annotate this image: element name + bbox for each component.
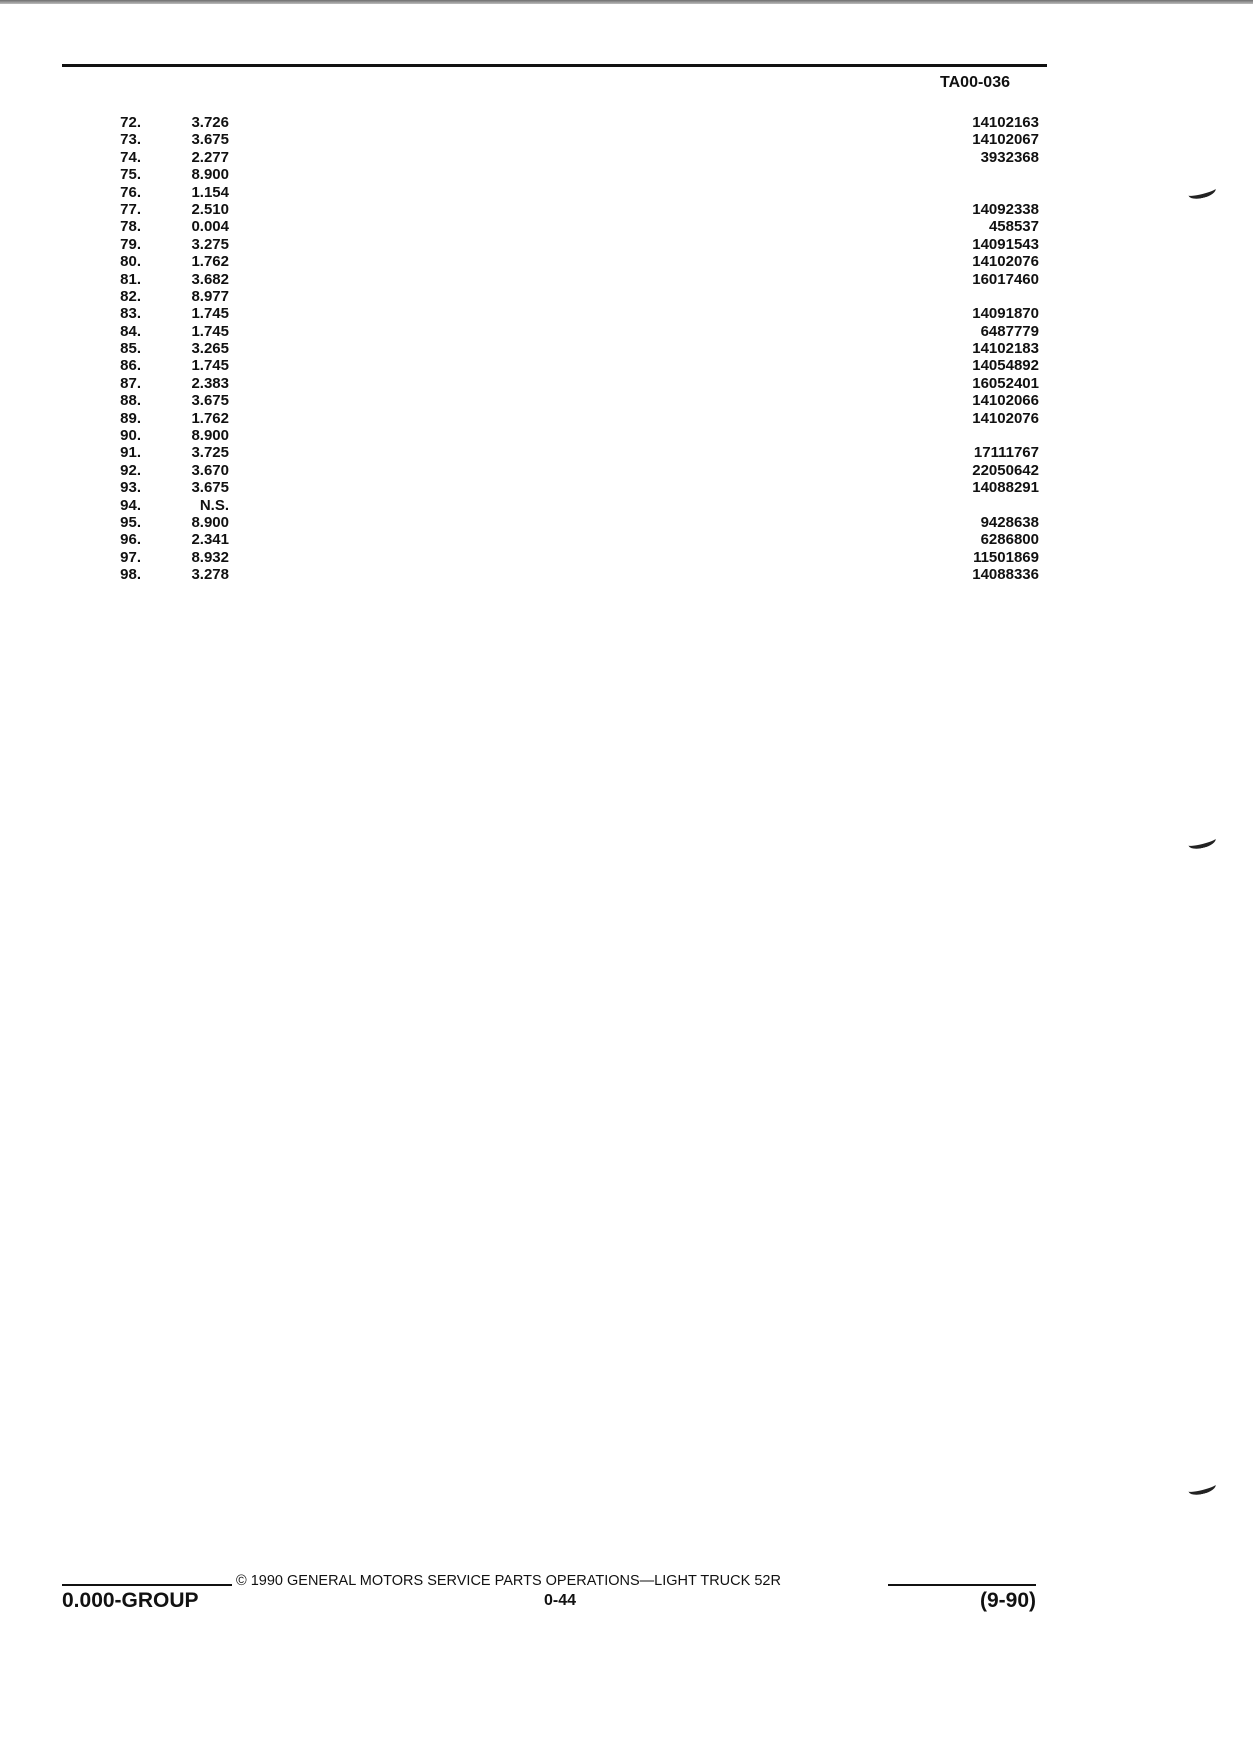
parts-row [62,375,1047,392]
parts-row [62,410,1047,427]
part-number: 14102183 [972,340,1039,358]
part-number: 16052401 [972,374,1039,392]
ref-number: 96. [120,531,141,549]
group-label: 0.000-GROUP [62,1589,199,1612]
ref-number: 74. [120,148,141,166]
part-number: 14102076 [972,409,1039,427]
part-number: 14102067 [972,131,1039,149]
ref-number: 81. [120,270,141,288]
parts-row [62,184,1047,201]
ref-number: 77. [120,200,141,218]
group-number: 8.900 [191,513,229,531]
parts-row [62,531,1047,548]
copyright-notice: © 1990 GENERAL MOTORS SERVICE PARTS OPERATIONS—LIGHT TRUCK 52R [236,1573,781,1589]
group-number: 2.383 [191,374,229,392]
parts-row [62,392,1047,409]
parts-row [62,479,1047,496]
part-number: 14088336 [972,566,1039,584]
parts-row [62,288,1047,305]
parts-row [62,166,1047,183]
parts-row [62,323,1047,340]
group-number: 8.977 [191,287,229,305]
part-number: 458537 [988,218,1039,236]
group-number: 3.670 [191,461,229,479]
group-number: 3.675 [191,392,229,410]
ref-number: 98. [120,566,141,584]
ref-number: 72. [120,114,141,131]
date-code: (9-90) [979,1589,1036,1612]
ref-number: 85. [120,340,141,358]
group-number: 3.725 [191,444,229,462]
ref-number: 97. [120,548,141,566]
footer-rule-left [62,1584,232,1586]
binder-hole-mark-icon [1187,833,1217,851]
ref-number: 80. [120,253,141,271]
parts-row [62,131,1047,148]
parts-row [62,253,1047,270]
ref-number: 84. [120,322,141,340]
section-code: TA00-036 [940,74,1010,91]
parts-row [62,236,1047,253]
part-number: 6286800 [980,531,1039,549]
part-number: 9428638 [980,513,1039,531]
group-number: 3.278 [191,566,229,584]
part-number: 14102066 [972,392,1039,410]
part-number: 14088291 [972,479,1039,497]
group-number: 2.341 [191,531,229,549]
group-number: 1.762 [191,253,229,271]
group-number: N.S. [199,496,229,514]
parts-row [62,514,1047,531]
part-number: 14102163 [972,114,1039,131]
part-number: 14054892 [972,357,1039,375]
parts-row [62,149,1047,166]
group-number: 1.745 [191,322,229,340]
part-number: 17111767 [973,444,1039,462]
ref-number: 93. [120,479,141,497]
ref-number: 91. [120,444,141,462]
group-number: 2.277 [191,148,229,166]
parts-row [62,201,1047,218]
ref-number: 86. [120,357,141,375]
parts-row [62,549,1047,566]
group-number: 8.900 [191,427,229,445]
ref-number: 90. [120,427,141,445]
group-number: 3.675 [191,479,229,497]
part-number: 6487779 [980,322,1039,340]
ref-number: 83. [120,305,141,323]
ref-number: 82. [120,287,141,305]
parts-row [62,444,1047,461]
parts-row [62,271,1047,288]
ref-number: 78. [120,218,141,236]
group-number: 3.682 [191,270,229,288]
group-number: 8.932 [191,548,229,566]
part-number: 16017460 [972,270,1039,288]
part-number: 3932368 [980,148,1039,166]
group-number: 1.154 [191,183,229,201]
parts-row [62,427,1047,444]
parts-row [62,462,1047,479]
group-number: 3.275 [191,235,229,253]
parts-row [62,340,1047,357]
part-number: 14102076 [972,253,1039,271]
binder-hole-mark-icon [1187,183,1217,201]
parts-row [62,114,1047,131]
ref-number: 87. [120,374,141,392]
group-number: 1.745 [191,357,229,375]
part-number: 14091543 [972,235,1039,253]
group-number: 3.675 [191,131,229,149]
footer-rule-right [888,1584,1036,1586]
part-number: 22050642 [972,461,1039,479]
header-rule [62,64,1047,67]
part-number: 14091870 [972,305,1039,323]
binder-hole-mark-icon [1187,1479,1217,1497]
scan-top-edge [0,0,1253,4]
group-number: 1.762 [191,409,229,427]
group-number: 0.004 [191,218,229,236]
group-number: 2.510 [191,200,229,218]
group-number: 3.726 [191,114,229,131]
group-number: 3.265 [191,340,229,358]
parts-row [62,566,1047,583]
ref-number: 76. [120,183,141,201]
ref-number: 79. [120,235,141,253]
group-number: 8.900 [191,166,229,184]
parts-row [62,218,1047,235]
ref-number: 95. [120,513,141,531]
part-number: 14092338 [972,200,1039,218]
parts-list [62,114,1047,584]
parts-row [62,497,1047,514]
part-number: 11501869 [973,548,1039,566]
ref-number: 88. [120,392,141,410]
ref-number: 92. [120,461,141,479]
ref-number: 73. [120,131,141,149]
page-number: 0-44 [543,1592,577,1609]
group-number: 1.745 [191,305,229,323]
ref-number: 94. [120,496,141,514]
parts-row [62,357,1047,374]
parts-row [62,305,1047,322]
ref-number: 89. [120,409,141,427]
ref-number: 75. [120,166,141,184]
